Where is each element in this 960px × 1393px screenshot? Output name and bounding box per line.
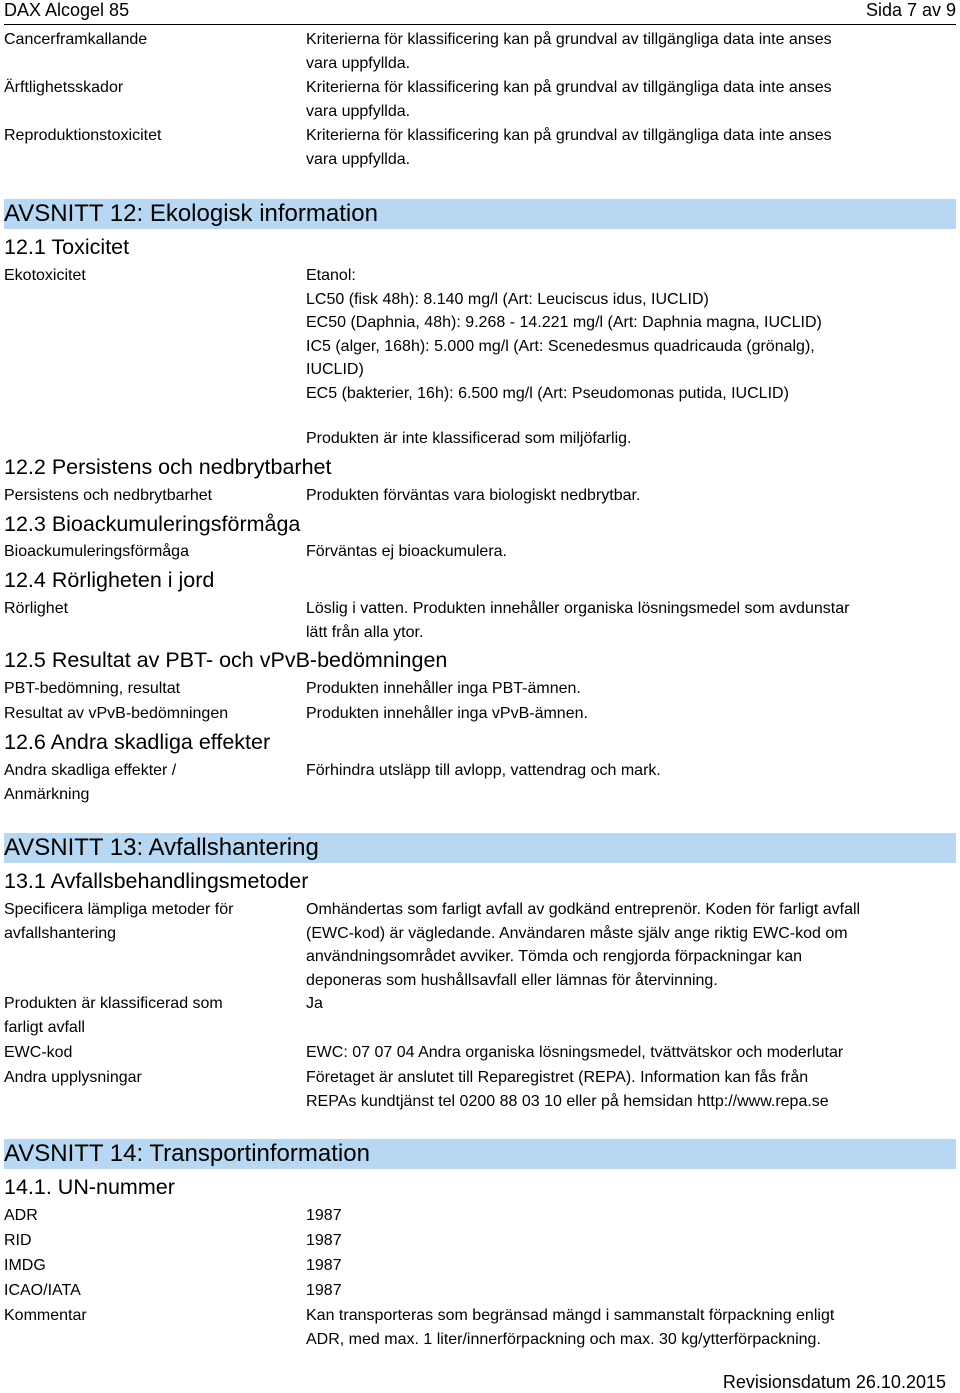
section-13-heading	[4, 833, 956, 863]
value-line: EC5 (bakterier, 16h): 6.500 mg/l (Art: Pseudomonas putida, IUCLID)	[306, 384, 789, 402]
row-value	[306, 124, 896, 171]
value-line: IUCLID)	[306, 361, 364, 378]
row-label: PBT-bedömning, resultat	[4, 680, 181, 697]
value-line: vara uppfyllda.	[306, 54, 411, 72]
value-line: Kan transporteras som begränsad mängd i sammanstalt förpackning enligt	[306, 1307, 835, 1324]
row-value: Förväntas ej bioackumulera.	[306, 543, 507, 560]
label-line: avfallshantering	[4, 924, 117, 942]
section-14-heading	[4, 1139, 956, 1169]
row-value: Produkten är inte klassificerad som miljöfarlig.	[306, 430, 632, 447]
row-value	[306, 264, 896, 405]
value-line: Etanol:	[306, 267, 356, 284]
row-label: Cancerframkallande	[4, 31, 148, 48]
subsection-12-2: 12.2 Persistens och nedbrytbarhet	[4, 455, 332, 479]
value-line: deponeras som hushållsavfall eller lämnas för återvinning.	[306, 971, 718, 989]
row-label: Bioackumuleringsförmåga	[4, 543, 189, 560]
row-value: EWC: 07 07 04 Andra organiska lösningsmedel, tvättvätskor och moderlutar	[306, 1044, 844, 1061]
value-line: Kriterierna för klassificering kan på grundval av tillgängliga data inte anses	[306, 79, 832, 96]
label-line: Specificera lämpliga metoder för	[4, 901, 234, 918]
row-label: Ärftlighetsskador	[4, 79, 124, 96]
row-value: Produkten innehåller inga vPvB-ämnen.	[306, 705, 588, 722]
page-header	[4, 0, 956, 25]
subsection-12-3: 12.3 Bioackumuleringsförmåga	[4, 512, 301, 536]
value-line: Kriterierna för klassificering kan på grundval av tillgängliga data inte anses	[306, 127, 832, 144]
subsection-12-1: 12.1 Toxicitet	[4, 235, 130, 259]
value-line: Kriterierna för klassificering kan på grundval av tillgängliga data inte anses	[306, 31, 832, 48]
value-line: Företaget är anslutet till Reparegistret (REPA). Information kan fås från	[306, 1069, 809, 1086]
row-value: 1987	[306, 1207, 342, 1224]
value-line: lätt från alla ytor.	[306, 623, 424, 641]
row-label: Persistens och nedbrytbarhet	[4, 487, 213, 504]
label-line: Produkten är klassificerad som	[4, 995, 223, 1012]
value-line: Omhändertas som farligt avfall av godkänd entreprenör. Koden för farligt avfall	[306, 901, 861, 918]
value-line: användningsområdet avviker. Tömda och rengjorda förpackningar kan	[306, 948, 802, 965]
row-label: EWC-kod	[4, 1044, 73, 1061]
section-title: AVSNITT 14: Transportinformation	[4, 1140, 370, 1167]
row-label: ICAO/IATA	[4, 1282, 81, 1299]
row-label: ADR	[4, 1207, 38, 1224]
label-line: farligt avfall	[4, 1018, 85, 1036]
row-value	[306, 1066, 896, 1113]
section-title: AVSNITT 13: Avfallshantering	[4, 834, 319, 861]
value-line: ADR, med max. 1 liter/innerförpackning och max. 30 kg/ytterförpackning.	[306, 1330, 821, 1348]
row-label: Reproduktionstoxicitet	[4, 127, 162, 144]
row-value: Produkten förväntas vara biologiskt nedbrytbar.	[306, 487, 641, 504]
row-label	[4, 992, 294, 1039]
row-value	[306, 28, 896, 75]
value-line: EC50 (Daphnia, 48h): 9.268 - 14.221 mg/l (Art: Daphnia magna, IUCLID)	[306, 314, 822, 331]
value-line: vara uppfyllda.	[306, 102, 411, 120]
value-line: (EWC-kod) är vägledande. Användaren måste själv ange riktig EWC-kod om	[306, 924, 848, 942]
page-number: Sida 7 av 9	[865, 0, 956, 20]
subsection-12-6: 12.6 Andra skadliga effekter	[4, 730, 271, 754]
row-value	[306, 1304, 896, 1351]
row-value: Produkten innehåller inga PBT-ämnen.	[306, 680, 581, 697]
row-label: Kommentar	[4, 1307, 87, 1324]
row-value: 1987	[306, 1232, 342, 1249]
value-line: LC50 (fisk 48h): 8.140 mg/l (Art: Leuciscus idus, IUCLID)	[306, 290, 709, 308]
row-label: Ekotoxicitet	[4, 267, 86, 284]
section-12-heading	[4, 199, 956, 229]
row-value: 1987	[306, 1282, 342, 1299]
label-line: Anmärkning	[4, 785, 90, 803]
subsection-12-4: 12.4 Rörligheten i jord	[4, 568, 215, 592]
subsection-14-1: 14.1. UN-nummer	[4, 1175, 175, 1199]
row-label: RID	[4, 1232, 32, 1249]
revision-date: Revisionsdatum 26.10.2015	[722, 1372, 946, 1392]
row-value	[306, 898, 896, 992]
row-value	[306, 597, 896, 644]
row-label: Andra upplysningar	[4, 1069, 142, 1086]
row-label: Resultat av vPvB-bedömningen	[4, 705, 229, 722]
value-line: REPAs kundtjänst tel 0200 88 03 10 eller på hemsidan http://www.repa.se	[306, 1092, 829, 1110]
subsection-13-1: 13.1 Avfallsbehandlingsmetoder	[4, 869, 309, 893]
row-label	[4, 898, 294, 945]
value-line: IC5 (alger, 168h): 5.000 mg/l (Art: Scenedesmus quadricauda (grönalg),	[306, 337, 815, 355]
row-label: IMDG	[4, 1257, 46, 1274]
value-line: vara uppfyllda.	[306, 150, 411, 168]
row-value: 1987	[306, 1257, 342, 1274]
row-value: Förhindra utsläpp till avlopp, vattendrag och mark.	[306, 762, 661, 779]
product-title: DAX Alcogel 85	[4, 0, 130, 20]
row-label: Rörlighet	[4, 600, 69, 617]
row-value: Ja	[306, 995, 323, 1012]
row-value	[306, 76, 896, 123]
subsection-12-5: 12.5 Resultat av PBT- och vPvB-bedömningen	[4, 648, 448, 672]
value-line: Löslig i vatten. Produkten innehåller organiska lösningsmedel som avdunstar	[306, 600, 850, 617]
label-line: Andra skadliga effekter /	[4, 762, 177, 779]
section-title: AVSNITT 12: Ekologisk information	[4, 200, 378, 227]
row-label	[4, 759, 294, 806]
